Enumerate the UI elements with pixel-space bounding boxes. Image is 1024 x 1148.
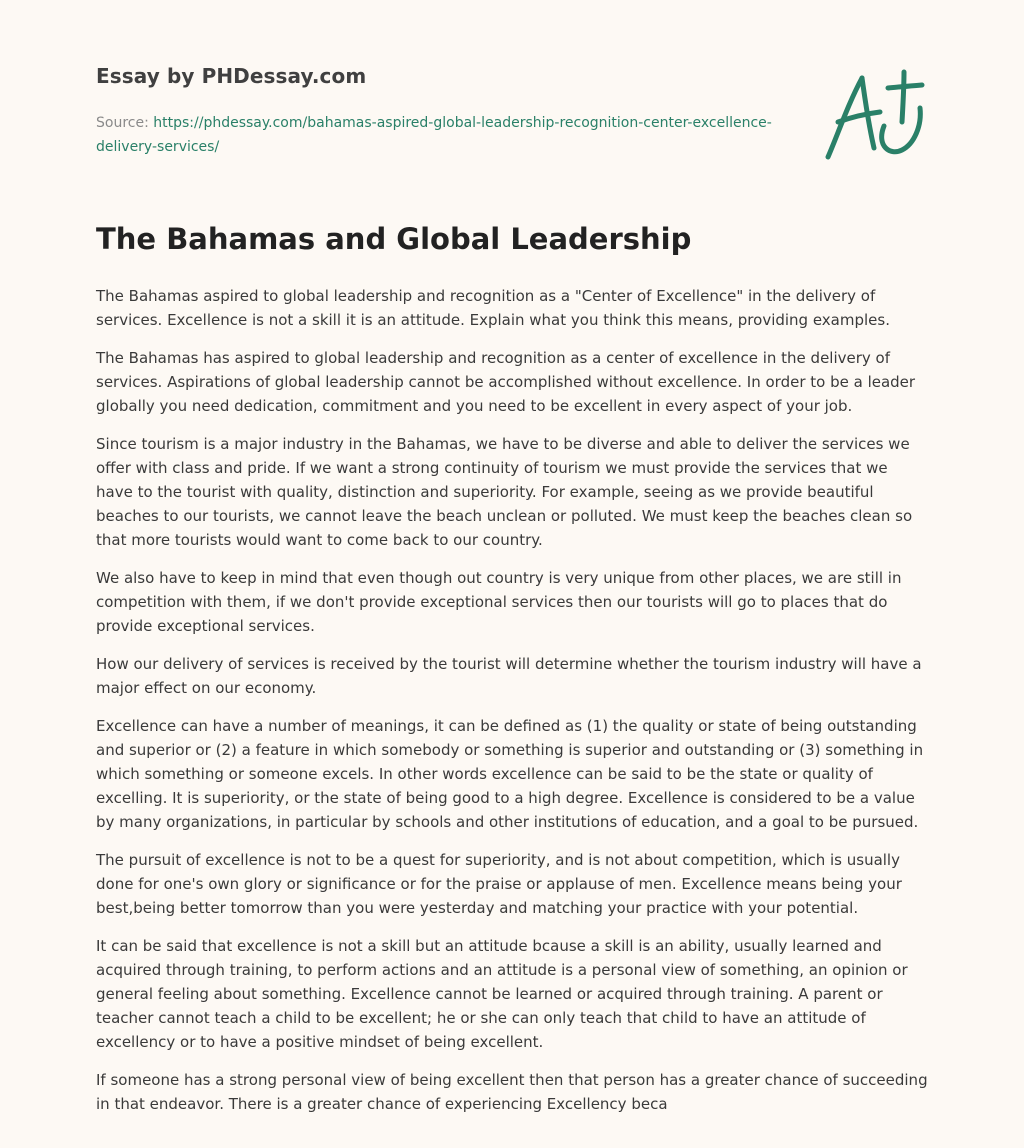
essay-paragraph: The Bahamas aspired to global leadership and recognition as a "Center of Excellence" in the delivery of services. Excellence is not a skill it is an attitude. Explain what you think this means, providing examples.: [96, 287, 890, 329]
source-label: Source:: [96, 115, 154, 131]
essay-paragraph: The pursuit of excellence is not to be a quest for superiority, and is not about competition, which is usually done for one's own glory or significance or for the praise or applause of men. Excellence means being your best,being better tomorrow than you were yesterday and matching your practice with your potential.: [96, 851, 902, 917]
site-brand: Essay by PHDessay.com: [96, 64, 367, 88]
a-plus-grade-icon: [818, 64, 930, 168]
essay-paragraph: It can be said that excellence is not a skill but an attitude bcause a skill is an ability, usually learned and acquired through training, to perform actions and an attitude is a personal view of something, an opinion or general feeling about something. Excellence cannot be learned or acquired through training. A parent or teacher cannot teach a child to be excellent; he or she can only teach that child to have an attitude of excellency or to have a positive mindset of being excellent.: [96, 937, 908, 1051]
essay-paragraph: Since tourism is a major industry in the Bahamas, we have to be diverse and able to deliver the services we offer with class and pride. If we want a strong continuity of tourism we must provide the services that we have to the tourist with quality, distinction and superiority. For example, seeing as we provide beautiful beaches to our tourists, we cannot leave the beach unclean or polluted. We must keep the beaches clean so that more tourists would want to come back to our country.: [96, 435, 913, 549]
essay-title: The Bahamas and Global Leadership: [96, 222, 692, 256]
source-link[interactable]: https://phdessay.com/bahamas-aspired-global-leadership-recognition-center-excellence-delivery-services/: [96, 115, 772, 155]
essay-paragraph: If someone has a strong personal view of being excellent then that person has a greater chance of succeeding in that endeavor. There is a greater chance of experiencing Excellency beca: [96, 1071, 928, 1113]
essay-body: [96, 284, 928, 1130]
essay-paragraph: The Bahamas has aspired to global leadership and recognition as a center of excellence in the delivery of services. Aspirations of global leadership cannot be accomplished without excellence. In order to be a leader globally you need dedication, commitment and you need to be excellent in every aspect of your job.: [96, 349, 916, 415]
essay-paragraph: How our delivery of services is received by the tourist will determine whether the tourism industry will have a major effect on our economy.: [96, 655, 922, 697]
essay-paragraph: We also have to keep in mind that even though out country is very unique from other places, we are still in competition with them, if we don't provide exceptional services then our tourists will go to places that do provide exceptional services.: [96, 569, 902, 635]
essay-paragraph: Excellence can have a number of meanings, it can be defined as (1) the quality or state of being outstanding and superior or (2) a feature in which somebody or something is superior and outstanding or (3) something in which something or someone excels. In other words excellence can be said to be the state or quality of excelling. It is superiority, or the state of being good to a high degree. Excellence is considered to be a value by many organizations, in particular by schools and other institutions of education, and a goal to be pursued.: [96, 717, 924, 831]
source-line: [96, 111, 776, 159]
